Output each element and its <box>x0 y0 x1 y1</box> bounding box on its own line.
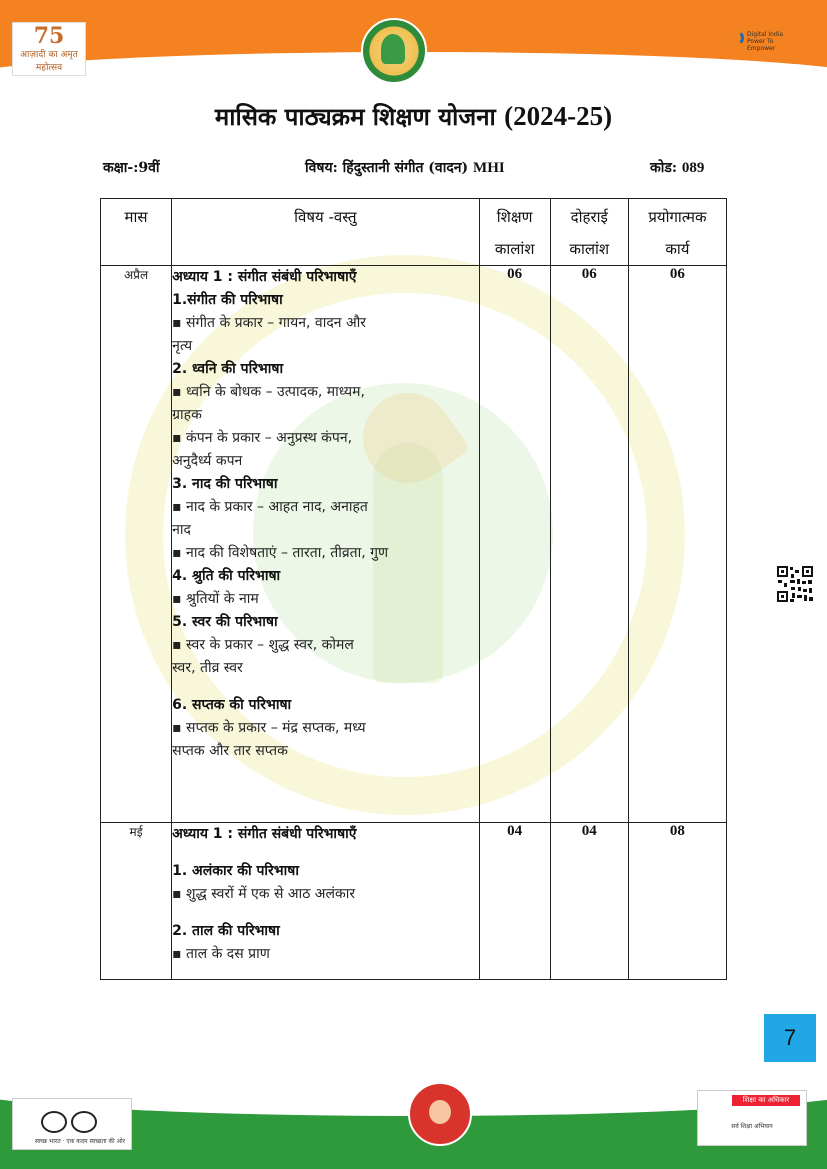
spacer <box>172 906 478 920</box>
list-item: ग्राहक <box>172 407 202 423</box>
header-teaching: शिक्षण कालांश <box>479 199 550 266</box>
list-item: ▪ नाद के प्रकार – आहत नाद, अनाहत <box>172 499 368 515</box>
definition-heading: 2. ध्वनि की परिभाषा <box>172 361 284 377</box>
list-item: अनुदैर्ध्य कपन <box>172 453 243 469</box>
list-item: ▪ नाद की विशेषताएं – तारता, तीव्रता, गुण <box>172 545 389 561</box>
definition-heading: 6. सप्तक की परिभाषा <box>172 697 292 713</box>
beti-bachao-logo-icon <box>408 1082 472 1146</box>
page-number: 7 <box>764 1014 816 1062</box>
month-cell: मई <box>101 823 172 980</box>
table-row <box>101 823 727 980</box>
list-item: ▪ ध्वनि के बोधक – उत्पादक, माध्यम, <box>172 384 365 400</box>
list-item: ▪ कंपन के प्रकार – अनुप्रस्थ कंपन, <box>172 430 353 446</box>
definition-heading: 4. श्रुति की परिभाषा <box>172 568 281 584</box>
header-practical: प्रयोगात्मक कार्य <box>628 199 726 266</box>
subject-label: विषय: हिंदुस्तानी संगीत (वादन) MHI <box>305 160 505 176</box>
list-item: ▪ ताल के दस प्राण <box>172 946 270 962</box>
header-band <box>0 0 827 100</box>
qr-code-icon[interactable] <box>776 565 814 603</box>
practical-work: 06 <box>628 266 726 823</box>
definition-heading: 2. ताल की परिभाषा <box>172 923 280 939</box>
list-item: सप्तक और तार सप्तक <box>172 743 288 759</box>
table-header-row <box>101 199 727 266</box>
footer-band <box>0 1068 827 1169</box>
list-item: स्वर, तीव्र स्वर <box>172 660 243 676</box>
practical-work: 08 <box>628 823 726 980</box>
teaching-periods: 04 <box>479 823 550 980</box>
month-cell: अप्रैल <box>101 266 172 823</box>
content-lines <box>172 289 478 763</box>
revision-periods: 04 <box>550 823 628 980</box>
header-content: विषय -वस्तु <box>172 199 479 266</box>
page-title: मासिक पाठ्यक्रम शिक्षण योजना (2024-25) <box>214 101 613 131</box>
list-item: ▪ सप्तक के प्रकार – मंद्र सप्तक, मध्य <box>172 720 366 736</box>
table-row <box>101 266 727 823</box>
list-item: ▪ संगीत के प्रकार – गायन, वादन और <box>172 315 367 331</box>
chapter-title: अध्याय 1 : संगीत संबंधी परिभाषाएँ <box>172 269 357 285</box>
code-label: कोड: 089 <box>650 160 705 176</box>
azadi-amrit-mahotsav-logo: 75 आज़ादी का अमृत महोत्सव <box>12 22 86 76</box>
list-item: ▪ स्वर के प्रकार – शुद्ध स्वर, कोमल <box>172 637 354 653</box>
swachh-bharat-logo: स्वच्छ भारत · एक कदम स्वच्छता की ओर <box>12 1098 132 1150</box>
definition-heading: 1. अलंकार की परिभाषा <box>172 863 299 879</box>
list-item: ▪ शुद्ध स्वरों में एक से आठ अलंकार <box>172 886 356 902</box>
header-revision: दोहराई कालांश <box>550 199 628 266</box>
shiksha-ka-adhikar-logo: शिक्षा का अधिकार सर्व शिक्षा अभियान <box>697 1090 807 1146</box>
definition-heading: 5. स्वर की परिभाषा <box>172 614 278 630</box>
definition-heading: 1.संगीत की परिभाषा <box>172 292 283 308</box>
content-cell <box>172 823 479 980</box>
list-item: नाद <box>172 522 191 538</box>
definition-heading: 3. नाद की परिभाषा <box>172 476 278 492</box>
content-lines <box>172 846 478 966</box>
list-item: नृत्य <box>172 338 193 354</box>
content-cell <box>172 266 479 823</box>
digital-india-logo: Digital India Power To Empower <box>728 28 788 52</box>
list-item: ▪ श्रुतियों के नाम <box>172 591 259 607</box>
chapter-title: अध्याय 1 : संगीत संबंधी परिभाषाएँ <box>172 826 357 842</box>
school-board-emblem-icon <box>361 18 427 84</box>
teaching-periods: 06 <box>479 266 550 823</box>
header-month: मास <box>101 199 172 266</box>
revision-periods: 06 <box>550 266 628 823</box>
spacer <box>172 846 478 860</box>
spacer <box>172 680 478 694</box>
syllabus-table <box>100 198 727 980</box>
class-label: कक्षा-:9वीं <box>103 160 160 176</box>
